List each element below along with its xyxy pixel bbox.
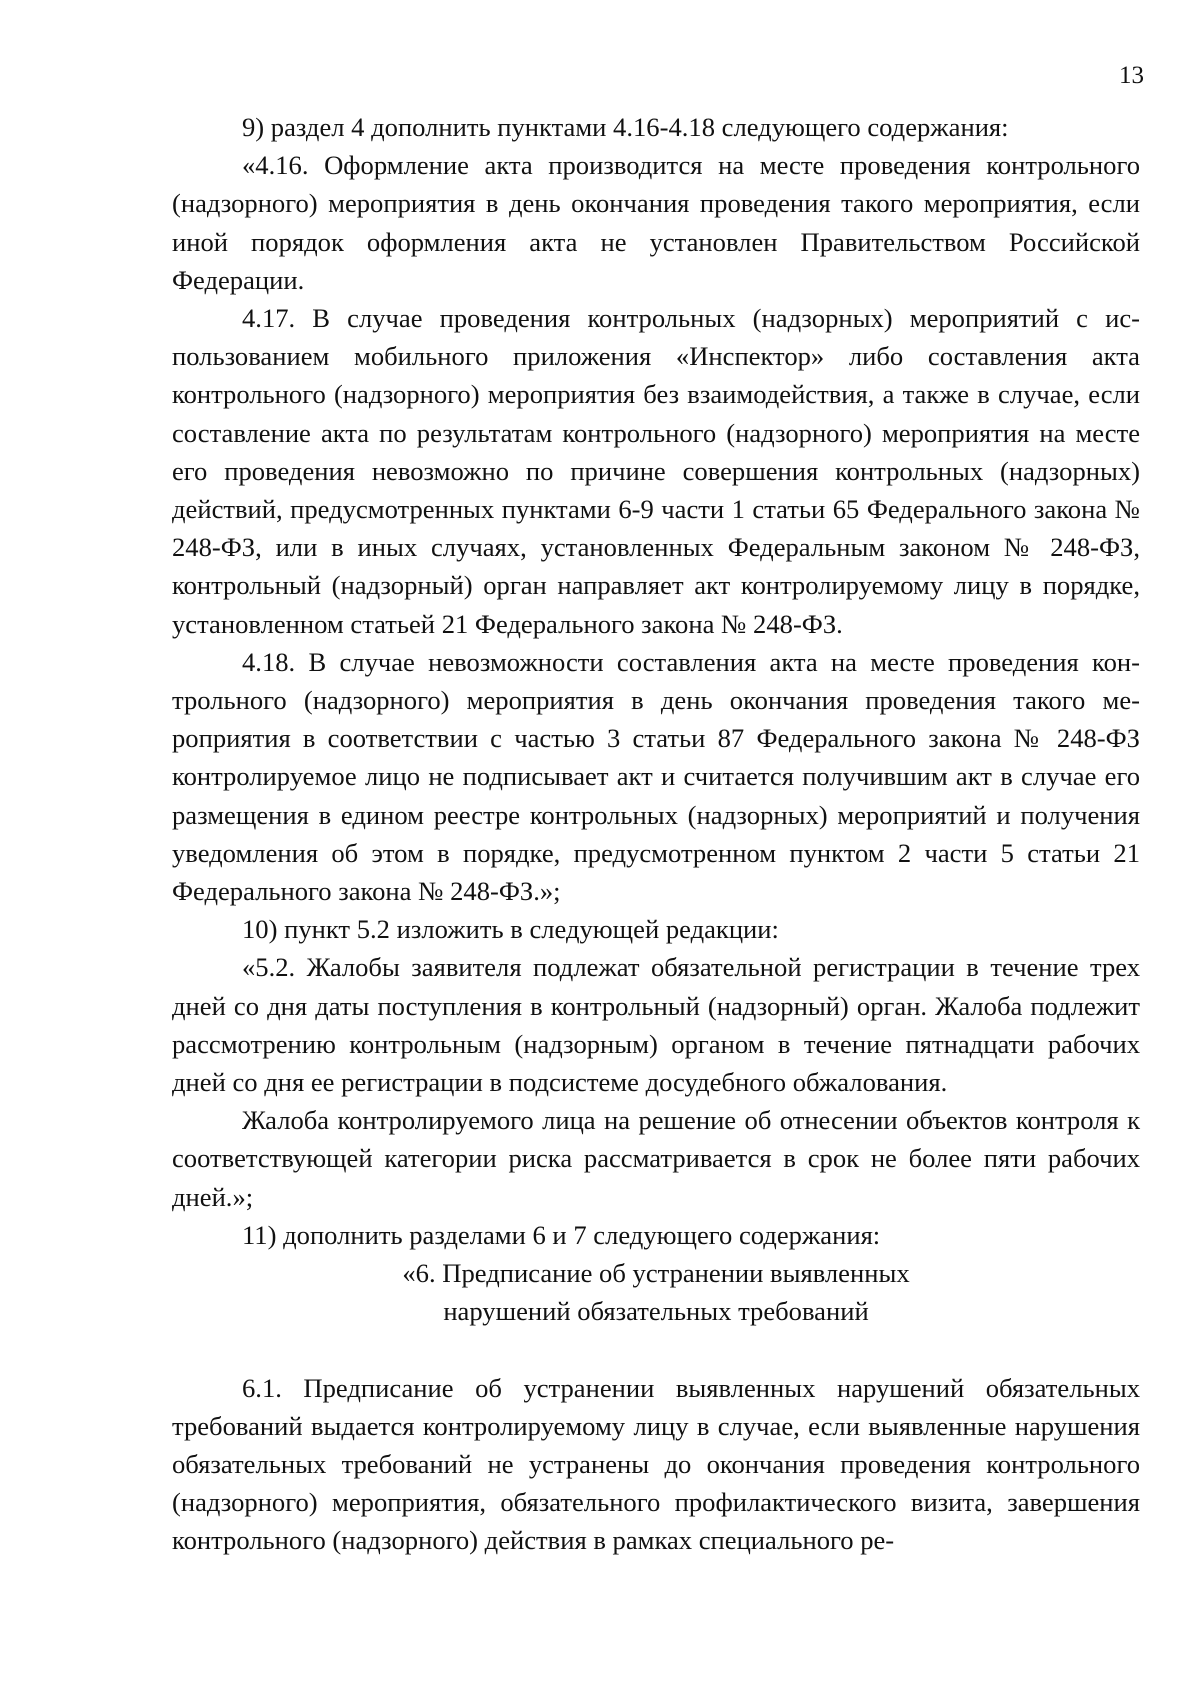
paragraph-item-10: 10) пункт 5.2 изложить в следующей редакции:: [242, 914, 779, 945]
paragraph-complaint-risk: Жалоба контролируемого лица на решение об отнесении объектов контроля к соответствующей категории риска рассматривается в срок не более пяти рабочих дней.»;: [172, 1105, 1140, 1212]
paragraph-item-11: 11) дополнить разделами 6 и 7 следующего содержания:: [242, 1219, 881, 1250]
paragraph-5-2: «5.2. Жалобы заявителя подлежат обязательной регистрации в течение трех дней со дня даты поступления в контрольный (надзорный) орган. Жалоба подлежит рассмотрению контрольным (надзорным) органом в течение пятнадцати рабочих дней со дня ее регистрации в подсистеме досудебного обжалования.: [172, 952, 1140, 1098]
section-heading-line-2: нарушений обязательных требований: [443, 1296, 869, 1327]
section-heading: [172, 1254, 1140, 1330]
page-number: 13: [1119, 62, 1144, 89]
document-body: [172, 108, 1140, 1560]
paragraph-4-18: 4.18. В случае невозможности составления акта на месте проведения контрольного (надзорного) мероприятия в день окончания проведения такого мероприятия в соответствии с частью 3 статьи 87 Федерального закона № 248-ФЗ контролируемое лицо не подписывает акт и считается получившим акт в случае его размещения в едином реестре контрольных (надзорных) мероприятий и получения уведомления об этом в порядке, предусмотренном пунктом 2 части 5 статьи 21 Федерального закона № 248-ФЗ.»;: [172, 646, 1140, 907]
paragraph-6-1: 6.1. Предписание об устранении выявленных нарушений обязательных требований выдается контролируемому лицу в случае, если выявленные нарушения обязательных требований не устранены до окончания проведения контрольного (надзорного) мероприятия, обязательного профилактического визита, завершения контрольного (надзорного) действия в рамках специального ре-: [172, 1372, 1140, 1556]
paragraph-4-17: 4.17. В случае проведения контрольных (надзорных) мероприятий с использованием мобильного приложения «Инспектор» либо составления акта контрольного (надзорного) мероприятия без взаимодействия, а также в случае, если составление акта по результатам контрольного (надзорного) мероприятия на месте его проведения невозможно по причине совершения контрольных (надзорных) действий, предусмотренных пунктами 6-9 части 1 статьи 65 Федерального закона № 248-ФЗ, или в иных случаях, установленных Федеральным законом № 248-ФЗ, контрольный (надзорный) орган направляет акт контролируемому лицу в порядке, установленном статьей 21 Федерального закона № 248-ФЗ.: [172, 303, 1140, 639]
section-heading-line-1: «6. Предписание об устранении выявленных: [402, 1258, 910, 1289]
paragraph-4-16: «4.16. Оформление акта производится на месте проведения контрольного (надзорного) мероприятия в день окончания проведения такого мероприятия, если иной порядок оформления акта не установлен Правительством Российской Федерации.: [172, 150, 1140, 295]
paragraph-item-9: 9) раздел 4 дополнить пунктами 4.16-4.18 следующего содержания:: [242, 112, 1009, 142]
